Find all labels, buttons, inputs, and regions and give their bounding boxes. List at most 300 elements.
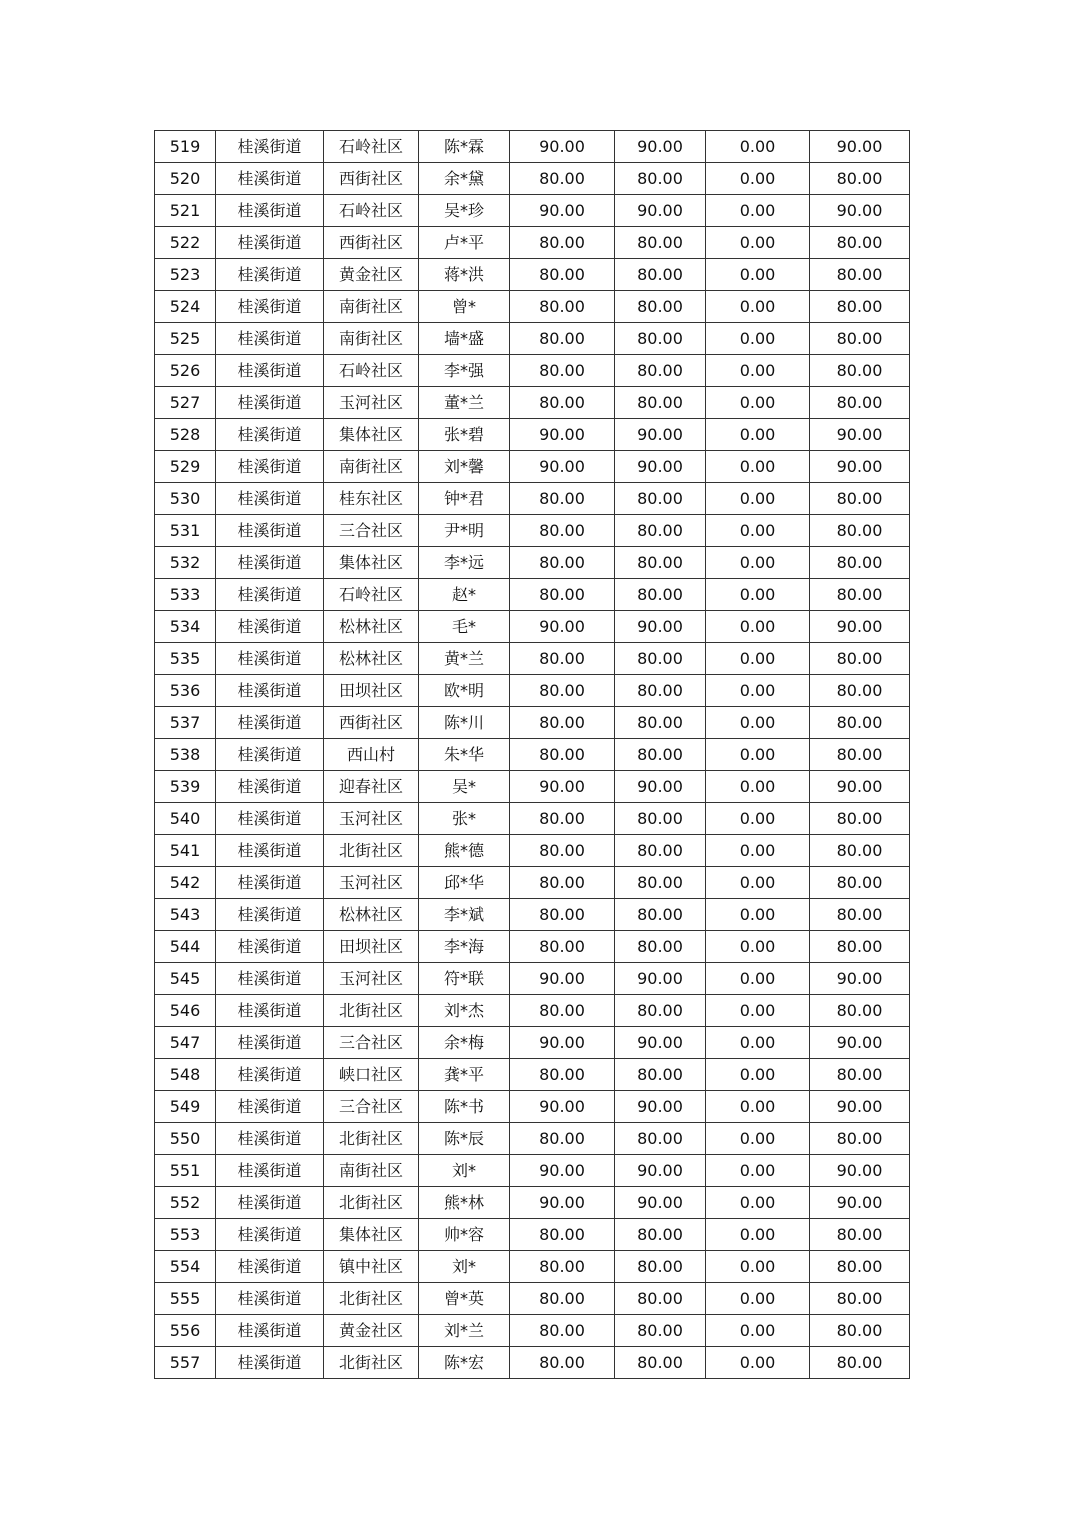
row-number-cell: 529 bbox=[155, 451, 216, 483]
amount-total-cell: 90.00 bbox=[810, 131, 910, 163]
amount-total-cell: 80.00 bbox=[810, 1251, 910, 1283]
amount-1-cell: 90.00 bbox=[510, 771, 615, 803]
amount-1-cell: 80.00 bbox=[510, 867, 615, 899]
street-cell: 桂溪街道 bbox=[216, 483, 324, 515]
amount-1-cell: 80.00 bbox=[510, 163, 615, 195]
name-cell: 陈*书 bbox=[419, 1091, 510, 1123]
name-cell: 陈*辰 bbox=[419, 1123, 510, 1155]
amount-3-cell: 0.00 bbox=[706, 643, 810, 675]
row-number-cell: 536 bbox=[155, 675, 216, 707]
street-cell: 桂溪街道 bbox=[216, 227, 324, 259]
name-cell: 朱*华 bbox=[419, 739, 510, 771]
data-table bbox=[154, 130, 910, 1379]
community-cell: 北街社区 bbox=[324, 995, 419, 1027]
table-row bbox=[155, 131, 910, 163]
amount-1-cell: 80.00 bbox=[510, 995, 615, 1027]
row-number-cell: 519 bbox=[155, 131, 216, 163]
row-number-cell: 532 bbox=[155, 547, 216, 579]
amount-total-cell: 80.00 bbox=[810, 835, 910, 867]
street-cell: 桂溪街道 bbox=[216, 675, 324, 707]
table-row bbox=[155, 1187, 910, 1219]
amount-total-cell: 80.00 bbox=[810, 387, 910, 419]
street-cell: 桂溪街道 bbox=[216, 995, 324, 1027]
community-cell: 桂东社区 bbox=[324, 483, 419, 515]
row-number-cell: 542 bbox=[155, 867, 216, 899]
amount-1-cell: 80.00 bbox=[510, 899, 615, 931]
community-cell: 南街社区 bbox=[324, 1155, 419, 1187]
table-row bbox=[155, 355, 910, 387]
name-cell: 吴*珍 bbox=[419, 195, 510, 227]
row-number-cell: 530 bbox=[155, 483, 216, 515]
name-cell: 欧*明 bbox=[419, 675, 510, 707]
table-row bbox=[155, 227, 910, 259]
amount-3-cell: 0.00 bbox=[706, 931, 810, 963]
amount-1-cell: 80.00 bbox=[510, 1123, 615, 1155]
table-body bbox=[155, 131, 910, 1379]
amount-2-cell: 80.00 bbox=[615, 1251, 706, 1283]
amount-3-cell: 0.00 bbox=[706, 803, 810, 835]
table-row bbox=[155, 259, 910, 291]
amount-total-cell: 80.00 bbox=[810, 323, 910, 355]
name-cell: 熊*林 bbox=[419, 1187, 510, 1219]
community-cell: 南街社区 bbox=[324, 451, 419, 483]
amount-total-cell: 90.00 bbox=[810, 963, 910, 995]
amount-2-cell: 80.00 bbox=[615, 259, 706, 291]
amount-3-cell: 0.00 bbox=[706, 387, 810, 419]
amount-2-cell: 80.00 bbox=[615, 291, 706, 323]
amount-total-cell: 80.00 bbox=[810, 163, 910, 195]
community-cell: 南街社区 bbox=[324, 291, 419, 323]
amount-total-cell: 90.00 bbox=[810, 611, 910, 643]
amount-total-cell: 90.00 bbox=[810, 1187, 910, 1219]
community-cell: 镇中社区 bbox=[324, 1251, 419, 1283]
amount-2-cell: 90.00 bbox=[615, 1027, 706, 1059]
row-number-cell: 556 bbox=[155, 1315, 216, 1347]
name-cell: 曾*英 bbox=[419, 1283, 510, 1315]
amount-1-cell: 80.00 bbox=[510, 1251, 615, 1283]
amount-total-cell: 80.00 bbox=[810, 259, 910, 291]
street-cell: 桂溪街道 bbox=[216, 1283, 324, 1315]
amount-2-cell: 90.00 bbox=[615, 1187, 706, 1219]
amount-1-cell: 90.00 bbox=[510, 195, 615, 227]
amount-3-cell: 0.00 bbox=[706, 579, 810, 611]
amount-2-cell: 80.00 bbox=[615, 643, 706, 675]
row-number-cell: 557 bbox=[155, 1347, 216, 1379]
amount-1-cell: 90.00 bbox=[510, 1091, 615, 1123]
amount-1-cell: 90.00 bbox=[510, 419, 615, 451]
table-row bbox=[155, 387, 910, 419]
name-cell: 钟*君 bbox=[419, 483, 510, 515]
name-cell: 赵* bbox=[419, 579, 510, 611]
community-cell: 石岭社区 bbox=[324, 131, 419, 163]
community-cell: 田坝社区 bbox=[324, 675, 419, 707]
amount-1-cell: 90.00 bbox=[510, 963, 615, 995]
row-number-cell: 546 bbox=[155, 995, 216, 1027]
amount-total-cell: 80.00 bbox=[810, 1315, 910, 1347]
name-cell: 黄*兰 bbox=[419, 643, 510, 675]
amount-2-cell: 90.00 bbox=[615, 771, 706, 803]
amount-1-cell: 80.00 bbox=[510, 547, 615, 579]
amount-3-cell: 0.00 bbox=[706, 771, 810, 803]
amount-total-cell: 80.00 bbox=[810, 1059, 910, 1091]
amount-3-cell: 0.00 bbox=[706, 259, 810, 291]
amount-2-cell: 80.00 bbox=[615, 835, 706, 867]
amount-3-cell: 0.00 bbox=[706, 1155, 810, 1187]
amount-3-cell: 0.00 bbox=[706, 963, 810, 995]
community-cell: 黄金社区 bbox=[324, 259, 419, 291]
street-cell: 桂溪街道 bbox=[216, 1155, 324, 1187]
street-cell: 桂溪街道 bbox=[216, 515, 324, 547]
community-cell: 迎春社区 bbox=[324, 771, 419, 803]
name-cell: 卢*平 bbox=[419, 227, 510, 259]
amount-3-cell: 0.00 bbox=[706, 1059, 810, 1091]
name-cell: 毛* bbox=[419, 611, 510, 643]
row-number-cell: 535 bbox=[155, 643, 216, 675]
community-cell: 玉河社区 bbox=[324, 867, 419, 899]
amount-3-cell: 0.00 bbox=[706, 1283, 810, 1315]
amount-1-cell: 90.00 bbox=[510, 451, 615, 483]
amount-3-cell: 0.00 bbox=[706, 611, 810, 643]
row-number-cell: 528 bbox=[155, 419, 216, 451]
street-cell: 桂溪街道 bbox=[216, 1059, 324, 1091]
street-cell: 桂溪街道 bbox=[216, 579, 324, 611]
amount-2-cell: 90.00 bbox=[615, 131, 706, 163]
amount-3-cell: 0.00 bbox=[706, 1251, 810, 1283]
row-number-cell: 537 bbox=[155, 707, 216, 739]
amount-3-cell: 0.00 bbox=[706, 419, 810, 451]
name-cell: 熊*德 bbox=[419, 835, 510, 867]
amount-3-cell: 0.00 bbox=[706, 707, 810, 739]
amount-total-cell: 80.00 bbox=[810, 803, 910, 835]
row-number-cell: 533 bbox=[155, 579, 216, 611]
row-number-cell: 544 bbox=[155, 931, 216, 963]
name-cell: 帅*容 bbox=[419, 1219, 510, 1251]
name-cell: 余*梅 bbox=[419, 1027, 510, 1059]
street-cell: 桂溪街道 bbox=[216, 643, 324, 675]
amount-3-cell: 0.00 bbox=[706, 1091, 810, 1123]
row-number-cell: 548 bbox=[155, 1059, 216, 1091]
amount-2-cell: 80.00 bbox=[615, 323, 706, 355]
table-row bbox=[155, 547, 910, 579]
amount-1-cell: 90.00 bbox=[510, 1027, 615, 1059]
street-cell: 桂溪街道 bbox=[216, 163, 324, 195]
table-row bbox=[155, 899, 910, 931]
amount-total-cell: 80.00 bbox=[810, 867, 910, 899]
table-row bbox=[155, 483, 910, 515]
table-row bbox=[155, 323, 910, 355]
amount-2-cell: 80.00 bbox=[615, 1123, 706, 1155]
amount-1-cell: 90.00 bbox=[510, 131, 615, 163]
street-cell: 桂溪街道 bbox=[216, 771, 324, 803]
community-cell: 松林社区 bbox=[324, 643, 419, 675]
community-cell: 西街社区 bbox=[324, 707, 419, 739]
amount-2-cell: 80.00 bbox=[615, 387, 706, 419]
amount-2-cell: 90.00 bbox=[615, 611, 706, 643]
amount-total-cell: 90.00 bbox=[810, 195, 910, 227]
amount-2-cell: 80.00 bbox=[615, 867, 706, 899]
row-number-cell: 547 bbox=[155, 1027, 216, 1059]
community-cell: 石岭社区 bbox=[324, 579, 419, 611]
community-cell: 北街社区 bbox=[324, 1123, 419, 1155]
amount-3-cell: 0.00 bbox=[706, 1123, 810, 1155]
name-cell: 李*强 bbox=[419, 355, 510, 387]
amount-3-cell: 0.00 bbox=[706, 131, 810, 163]
table-row bbox=[155, 867, 910, 899]
row-number-cell: 553 bbox=[155, 1219, 216, 1251]
table-row bbox=[155, 739, 910, 771]
amount-1-cell: 80.00 bbox=[510, 803, 615, 835]
amount-1-cell: 80.00 bbox=[510, 227, 615, 259]
community-cell: 西山村 bbox=[324, 739, 419, 771]
community-cell: 峡口社区 bbox=[324, 1059, 419, 1091]
amount-1-cell: 80.00 bbox=[510, 387, 615, 419]
name-cell: 陈*宏 bbox=[419, 1347, 510, 1379]
table-row bbox=[155, 419, 910, 451]
amount-3-cell: 0.00 bbox=[706, 1347, 810, 1379]
community-cell: 北街社区 bbox=[324, 1347, 419, 1379]
amount-3-cell: 0.00 bbox=[706, 195, 810, 227]
amount-total-cell: 80.00 bbox=[810, 995, 910, 1027]
amount-total-cell: 80.00 bbox=[810, 675, 910, 707]
amount-2-cell: 80.00 bbox=[615, 227, 706, 259]
table-row bbox=[155, 1283, 910, 1315]
street-cell: 桂溪街道 bbox=[216, 835, 324, 867]
name-cell: 余*黛 bbox=[419, 163, 510, 195]
amount-total-cell: 90.00 bbox=[810, 451, 910, 483]
amount-3-cell: 0.00 bbox=[706, 1187, 810, 1219]
row-number-cell: 540 bbox=[155, 803, 216, 835]
amount-2-cell: 80.00 bbox=[615, 995, 706, 1027]
street-cell: 桂溪街道 bbox=[216, 451, 324, 483]
amount-3-cell: 0.00 bbox=[706, 483, 810, 515]
community-cell: 集体社区 bbox=[324, 547, 419, 579]
street-cell: 桂溪街道 bbox=[216, 1347, 324, 1379]
name-cell: 李*海 bbox=[419, 931, 510, 963]
name-cell: 张*碧 bbox=[419, 419, 510, 451]
amount-1-cell: 80.00 bbox=[510, 579, 615, 611]
amount-1-cell: 80.00 bbox=[510, 835, 615, 867]
amount-2-cell: 80.00 bbox=[615, 739, 706, 771]
row-number-cell: 541 bbox=[155, 835, 216, 867]
amount-1-cell: 80.00 bbox=[510, 483, 615, 515]
table-row bbox=[155, 515, 910, 547]
name-cell: 刘*杰 bbox=[419, 995, 510, 1027]
row-number-cell: 539 bbox=[155, 771, 216, 803]
amount-total-cell: 80.00 bbox=[810, 515, 910, 547]
amount-2-cell: 80.00 bbox=[615, 803, 706, 835]
row-number-cell: 549 bbox=[155, 1091, 216, 1123]
community-cell: 松林社区 bbox=[324, 899, 419, 931]
community-cell: 黄金社区 bbox=[324, 1315, 419, 1347]
table-row bbox=[155, 1059, 910, 1091]
table-row bbox=[155, 707, 910, 739]
name-cell: 陈*川 bbox=[419, 707, 510, 739]
amount-3-cell: 0.00 bbox=[706, 163, 810, 195]
street-cell: 桂溪街道 bbox=[216, 803, 324, 835]
community-cell: 北街社区 bbox=[324, 835, 419, 867]
table-row bbox=[155, 1123, 910, 1155]
name-cell: 刘* bbox=[419, 1251, 510, 1283]
name-cell: 李*斌 bbox=[419, 899, 510, 931]
amount-2-cell: 80.00 bbox=[615, 355, 706, 387]
name-cell: 墙*盛 bbox=[419, 323, 510, 355]
table-row bbox=[155, 1027, 910, 1059]
amount-total-cell: 80.00 bbox=[810, 1347, 910, 1379]
table-row bbox=[155, 579, 910, 611]
amount-total-cell: 80.00 bbox=[810, 547, 910, 579]
amount-total-cell: 80.00 bbox=[810, 899, 910, 931]
street-cell: 桂溪街道 bbox=[216, 739, 324, 771]
amount-2-cell: 80.00 bbox=[615, 1283, 706, 1315]
name-cell: 董*兰 bbox=[419, 387, 510, 419]
community-cell: 西街社区 bbox=[324, 163, 419, 195]
amount-2-cell: 80.00 bbox=[615, 1347, 706, 1379]
street-cell: 桂溪街道 bbox=[216, 1091, 324, 1123]
amount-total-cell: 80.00 bbox=[810, 1219, 910, 1251]
community-cell: 北街社区 bbox=[324, 1283, 419, 1315]
amount-1-cell: 80.00 bbox=[510, 739, 615, 771]
community-cell: 松林社区 bbox=[324, 611, 419, 643]
street-cell: 桂溪街道 bbox=[216, 707, 324, 739]
community-cell: 石岭社区 bbox=[324, 355, 419, 387]
community-cell: 三合社区 bbox=[324, 515, 419, 547]
amount-total-cell: 90.00 bbox=[810, 1027, 910, 1059]
row-number-cell: 521 bbox=[155, 195, 216, 227]
table-row bbox=[155, 1091, 910, 1123]
row-number-cell: 531 bbox=[155, 515, 216, 547]
street-cell: 桂溪街道 bbox=[216, 867, 324, 899]
row-number-cell: 523 bbox=[155, 259, 216, 291]
amount-3-cell: 0.00 bbox=[706, 451, 810, 483]
amount-2-cell: 90.00 bbox=[615, 1155, 706, 1187]
name-cell: 张* bbox=[419, 803, 510, 835]
amount-3-cell: 0.00 bbox=[706, 1315, 810, 1347]
amount-2-cell: 80.00 bbox=[615, 547, 706, 579]
community-cell: 三合社区 bbox=[324, 1027, 419, 1059]
amount-2-cell: 80.00 bbox=[615, 579, 706, 611]
amount-2-cell: 80.00 bbox=[615, 707, 706, 739]
amount-2-cell: 80.00 bbox=[615, 1315, 706, 1347]
table-row bbox=[155, 995, 910, 1027]
community-cell: 南街社区 bbox=[324, 323, 419, 355]
name-cell: 龚*平 bbox=[419, 1059, 510, 1091]
amount-1-cell: 80.00 bbox=[510, 931, 615, 963]
amount-2-cell: 80.00 bbox=[615, 899, 706, 931]
amount-1-cell: 80.00 bbox=[510, 291, 615, 323]
amount-total-cell: 90.00 bbox=[810, 771, 910, 803]
table-row bbox=[155, 163, 910, 195]
street-cell: 桂溪街道 bbox=[216, 547, 324, 579]
table-row bbox=[155, 675, 910, 707]
community-cell: 北街社区 bbox=[324, 1187, 419, 1219]
amount-3-cell: 0.00 bbox=[706, 867, 810, 899]
amount-2-cell: 90.00 bbox=[615, 419, 706, 451]
street-cell: 桂溪街道 bbox=[216, 1315, 324, 1347]
row-number-cell: 545 bbox=[155, 963, 216, 995]
row-number-cell: 525 bbox=[155, 323, 216, 355]
name-cell: 尹*明 bbox=[419, 515, 510, 547]
community-cell: 集体社区 bbox=[324, 1219, 419, 1251]
amount-3-cell: 0.00 bbox=[706, 835, 810, 867]
amount-total-cell: 80.00 bbox=[810, 291, 910, 323]
street-cell: 桂溪街道 bbox=[216, 323, 324, 355]
row-number-cell: 555 bbox=[155, 1283, 216, 1315]
amount-1-cell: 80.00 bbox=[510, 707, 615, 739]
table-row bbox=[155, 195, 910, 227]
amount-1-cell: 80.00 bbox=[510, 1219, 615, 1251]
amount-2-cell: 80.00 bbox=[615, 163, 706, 195]
amount-1-cell: 90.00 bbox=[510, 1187, 615, 1219]
amount-1-cell: 80.00 bbox=[510, 259, 615, 291]
amount-1-cell: 90.00 bbox=[510, 1155, 615, 1187]
row-number-cell: 520 bbox=[155, 163, 216, 195]
street-cell: 桂溪街道 bbox=[216, 1123, 324, 1155]
amount-total-cell: 80.00 bbox=[810, 1123, 910, 1155]
table-row bbox=[155, 963, 910, 995]
street-cell: 桂溪街道 bbox=[216, 355, 324, 387]
name-cell: 符*联 bbox=[419, 963, 510, 995]
street-cell: 桂溪街道 bbox=[216, 387, 324, 419]
amount-3-cell: 0.00 bbox=[706, 995, 810, 1027]
amount-2-cell: 80.00 bbox=[615, 931, 706, 963]
amount-3-cell: 0.00 bbox=[706, 227, 810, 259]
street-cell: 桂溪街道 bbox=[216, 195, 324, 227]
amount-total-cell: 80.00 bbox=[810, 739, 910, 771]
table-row bbox=[155, 835, 910, 867]
row-number-cell: 526 bbox=[155, 355, 216, 387]
table-row bbox=[155, 291, 910, 323]
amount-total-cell: 80.00 bbox=[810, 355, 910, 387]
street-cell: 桂溪街道 bbox=[216, 1251, 324, 1283]
amount-total-cell: 80.00 bbox=[810, 931, 910, 963]
street-cell: 桂溪街道 bbox=[216, 963, 324, 995]
row-number-cell: 524 bbox=[155, 291, 216, 323]
row-number-cell: 551 bbox=[155, 1155, 216, 1187]
amount-3-cell: 0.00 bbox=[706, 355, 810, 387]
amount-3-cell: 0.00 bbox=[706, 899, 810, 931]
table-row bbox=[155, 611, 910, 643]
name-cell: 刘*馨 bbox=[419, 451, 510, 483]
amount-total-cell: 80.00 bbox=[810, 579, 910, 611]
amount-1-cell: 80.00 bbox=[510, 515, 615, 547]
community-cell: 玉河社区 bbox=[324, 387, 419, 419]
row-number-cell: 550 bbox=[155, 1123, 216, 1155]
amount-1-cell: 80.00 bbox=[510, 1059, 615, 1091]
row-number-cell: 522 bbox=[155, 227, 216, 259]
row-number-cell: 543 bbox=[155, 899, 216, 931]
amount-2-cell: 90.00 bbox=[615, 1091, 706, 1123]
row-number-cell: 527 bbox=[155, 387, 216, 419]
amount-3-cell: 0.00 bbox=[706, 323, 810, 355]
table-row bbox=[155, 1347, 910, 1379]
amount-1-cell: 80.00 bbox=[510, 675, 615, 707]
table-row bbox=[155, 771, 910, 803]
amount-2-cell: 80.00 bbox=[615, 675, 706, 707]
community-cell: 田坝社区 bbox=[324, 931, 419, 963]
name-cell: 邱*华 bbox=[419, 867, 510, 899]
community-cell: 三合社区 bbox=[324, 1091, 419, 1123]
amount-2-cell: 90.00 bbox=[615, 195, 706, 227]
amount-2-cell: 80.00 bbox=[615, 1219, 706, 1251]
table-row bbox=[155, 1315, 910, 1347]
name-cell: 陈*霖 bbox=[419, 131, 510, 163]
amount-1-cell: 90.00 bbox=[510, 611, 615, 643]
name-cell: 曾* bbox=[419, 291, 510, 323]
amount-1-cell: 80.00 bbox=[510, 1283, 615, 1315]
amount-2-cell: 90.00 bbox=[615, 963, 706, 995]
street-cell: 桂溪街道 bbox=[216, 931, 324, 963]
amount-1-cell: 80.00 bbox=[510, 1347, 615, 1379]
